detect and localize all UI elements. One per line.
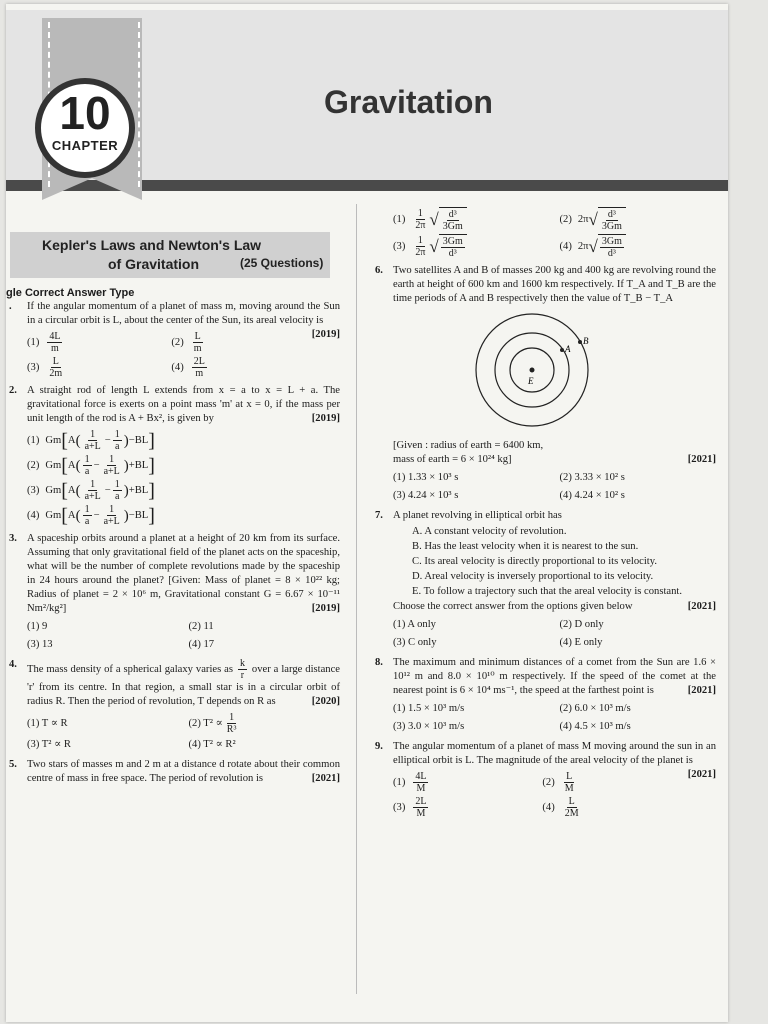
fraction	[600, 209, 624, 232]
numerator: k	[239, 658, 245, 669]
square-root: √ $\frac{3Gm}{\text{d³}}$	[429, 234, 466, 259]
question-9	[376, 740, 716, 819]
numerator: 1	[114, 479, 120, 490]
instruction-text: Choose the correct answer from the options given below	[393, 601, 633, 612]
question-7	[376, 509, 716, 651]
option-2	[542, 771, 681, 794]
label-a: A	[565, 344, 571, 354]
year-tag: [2019]	[311, 413, 340, 424]
question-number: 4.	[9, 659, 17, 670]
fraction	[83, 454, 92, 477]
question-text: The maximum and minimum distances of a comet from the Sun are 1.6 × 10¹² m and 8.0 × 10¹⁰ m respectively. If the speed of the comet at the nearest point is 6 × 10⁴ ms⁻¹, the speed at the farthest point is	[393, 657, 716, 696]
option-4: (4) E only	[559, 637, 603, 648]
section-heading	[10, 232, 330, 278]
denominator: d³	[448, 248, 457, 259]
denominator: m	[195, 368, 204, 379]
denominator: R³	[226, 724, 237, 735]
question-5	[10, 758, 340, 786]
label-b: B	[583, 336, 589, 346]
year-tag: [2021]	[311, 773, 340, 784]
denominator: a	[115, 441, 120, 452]
year-tag: [2020]	[311, 696, 340, 707]
question-8	[376, 656, 716, 735]
satellite-a-dot	[560, 348, 564, 352]
option-3	[27, 356, 161, 379]
option-1: (1) A only	[393, 619, 436, 630]
denominator: r	[240, 670, 245, 681]
numerator: 1	[90, 479, 96, 490]
question-text: A spaceship orbits around a planet at a height of 20 km from its surface. Assuming that only gravitational field of the planet acts on the spaceship, what will be the number of complete revolutions made by the spaceship in 24 hours around the planet? [Given: Mass of planet = 8 × 10²² kg; Radius of planet = 2 × 10⁶ m, Gravitational constant G = 6.67 × 10⁻¹¹ Nm²/kg²]	[27, 533, 340, 614]
denominator: M	[564, 783, 574, 794]
question-1	[10, 300, 340, 379]
fraction	[83, 504, 92, 527]
question-text: A straight rod of length L extends from x = a to x = L + a. The gravitational force is exerts on a point mass 'm' at x = 0, if the mass per unit length of the rod is A + Bx², is given by	[27, 385, 340, 424]
option-number: (4)	[171, 361, 184, 373]
right-column	[376, 204, 716, 824]
numerator: 3Gm	[442, 236, 463, 247]
option-3: (3) 13	[27, 639, 53, 650]
tail-term: −BL	[128, 434, 149, 446]
numerator: 4L	[49, 331, 61, 342]
coefficient: Gm	[45, 509, 62, 521]
option-number: (4)	[559, 240, 572, 252]
option-2	[189, 712, 341, 735]
fraction	[113, 479, 122, 502]
numerator: L	[566, 771, 573, 782]
option-1: (1) 1.5 × 10³ m/s	[393, 703, 465, 714]
chapter-number: 10	[59, 87, 111, 139]
numerator: 1	[417, 235, 423, 246]
question-number: .	[9, 301, 12, 312]
question-number: 8.	[375, 657, 383, 668]
option-1: (1) 9	[27, 621, 48, 632]
option-number: (1)	[393, 776, 406, 788]
fraction	[441, 236, 465, 259]
question-5-options	[376, 207, 716, 259]
fraction	[413, 235, 427, 258]
option-number: (2)	[542, 776, 555, 788]
option-number: (3)	[393, 801, 406, 813]
fraction	[47, 356, 64, 379]
year-tag: [2019]	[311, 603, 340, 614]
option-3: (3) Gm [ A ( $\frac{1}{a+L}$ − $\frac{1}{a}$ ) +BL ]	[27, 479, 155, 502]
option-3: (3) C only	[393, 637, 437, 648]
question-3	[10, 532, 340, 653]
question-text-part2: over a large distance 'r' from its centre. In that region, a small star is in a circular orbit of radius R. Then the period of revolution, T depends on R as	[27, 663, 340, 707]
option-number: (3)	[27, 361, 40, 373]
square-root: √ $\frac{\text{d³}}{3Gm}$	[429, 207, 466, 232]
option-3: (3) T² ∝ R	[27, 739, 71, 750]
denominator: 3Gm	[442, 221, 463, 232]
tail-term: +BL	[128, 459, 149, 471]
option-3: (3) 4.24 × 10³ s	[393, 490, 459, 501]
option-2: (2) 11	[188, 621, 214, 632]
fraction	[83, 479, 103, 502]
denominator: d³	[607, 248, 616, 259]
question-text-part1: The mass density of a spherical galaxy varies as	[27, 663, 233, 675]
fraction	[413, 208, 427, 231]
numerator: d³	[448, 209, 457, 220]
option-prefix: (2) T² ∝	[188, 717, 223, 729]
option-1: (1) Gm [ A ( $\frac{1}{a+L}$ − $\frac{1}{a}$ ) −BL ]	[27, 429, 155, 452]
denominator: 2π	[415, 247, 426, 258]
question-number: 2.	[9, 385, 17, 396]
fraction	[47, 331, 62, 354]
option-4	[542, 796, 681, 819]
option-1	[393, 771, 532, 794]
section-title-line2: of Gravitation	[108, 256, 200, 272]
option-1	[393, 207, 550, 232]
option-number: (1)	[27, 336, 40, 348]
coefficient: Gm	[45, 459, 62, 471]
square-root: √ $\frac{3Gm}{\text{d³}}$	[589, 234, 626, 259]
denominator: 3Gm	[601, 221, 622, 232]
fraction	[563, 771, 576, 794]
fraction	[600, 236, 624, 259]
denominator: a	[84, 466, 90, 477]
numerator: 1	[90, 429, 96, 440]
option-2: (2) 6.0 × 10³ m/s	[559, 703, 631, 714]
fraction	[102, 504, 122, 527]
given-line1: [Given : radius of earth = 6400 km,	[393, 440, 544, 451]
option-2: (2) D only	[559, 619, 604, 630]
option-3	[393, 234, 550, 259]
statement-e: E. To follow a trajectory such that the areal velocity is constant.	[412, 586, 683, 597]
coefficient: 2π	[577, 213, 589, 225]
earth-center-dot	[530, 368, 535, 373]
numerator: 1	[114, 429, 120, 440]
year-tag: [2021]	[687, 601, 716, 612]
question-number: 9.	[375, 741, 383, 752]
question-number: 3.	[9, 533, 17, 544]
numerator: L	[52, 356, 59, 367]
option-number: (4)	[27, 509, 40, 521]
option-4	[171, 356, 305, 379]
numerator: 2L	[193, 356, 205, 367]
coefficient: 2π	[577, 240, 589, 252]
fraction	[225, 712, 239, 735]
option-number: (2)	[27, 459, 40, 471]
numerator: 3Gm	[601, 236, 622, 247]
tail-term: +BL	[128, 484, 149, 496]
numerator: L	[194, 331, 201, 342]
question-2	[10, 384, 340, 527]
denominator: m	[193, 343, 202, 354]
numerator: 1	[109, 454, 115, 465]
option-number: (1)	[27, 434, 40, 446]
denominator: a+L	[84, 491, 101, 502]
book-page	[6, 4, 728, 1022]
denominator: a+L	[103, 516, 120, 527]
statement-list	[412, 525, 716, 599]
label-e: E	[528, 376, 534, 386]
option-4: (4) 17	[188, 639, 215, 650]
option-2: (2) 3.33 × 10² s	[559, 472, 625, 483]
fraction	[102, 454, 122, 477]
year-tag: [2021]	[687, 769, 716, 780]
option-4: (4) T² ∝ R²	[188, 739, 236, 750]
question-text: Two stars of masses m and 2 m at a distance d rotate about their common centre of mass in free space. The period of revolution is	[27, 759, 340, 784]
option-4: (4) 4.5 × 10³ m/s	[559, 721, 631, 732]
fraction	[441, 209, 465, 232]
fraction	[563, 796, 581, 819]
question-number: 6.	[375, 265, 383, 276]
numerator: 1	[229, 712, 235, 723]
denominator: a+L	[103, 466, 120, 477]
fraction	[83, 429, 103, 452]
given-line2: mass of earth = 6 × 10²⁴ kg]	[393, 454, 512, 465]
option-1	[27, 331, 161, 354]
fraction	[192, 331, 204, 354]
chapter-label: CHAPTER	[51, 138, 119, 153]
section-title-line1: Kepler's Laws and Newton's Law	[42, 237, 262, 253]
option-number: (2)	[171, 336, 184, 348]
coefficient: Gm	[45, 434, 62, 446]
option-2: (2) Gm [ A ( $\frac{1}{a}$ − $\frac{1}{a+L}$ ) +BL ]	[27, 454, 155, 477]
option-number: (2)	[559, 213, 572, 225]
chapter-badge	[35, 78, 135, 178]
option-2	[560, 207, 717, 232]
satellite-orbit-diagram	[472, 310, 622, 430]
option-2	[171, 331, 305, 354]
fraction	[413, 771, 428, 794]
denominator: 2M	[564, 808, 579, 819]
option-3	[393, 796, 532, 819]
denominator: m	[51, 343, 59, 354]
denominator: a	[115, 491, 120, 502]
satellite-b-dot	[578, 340, 582, 344]
numerator: 2L	[415, 796, 427, 807]
question-number: 7.	[375, 510, 383, 521]
denominator: 2π	[415, 220, 426, 231]
statement-a: A. A constant velocity of revolution.	[412, 526, 567, 537]
numerator: 1	[417, 208, 423, 219]
question-text: A planet revolving in elliptical orbit has	[393, 510, 562, 521]
fraction	[192, 356, 207, 379]
option-4	[560, 234, 717, 259]
denominator: 2m	[49, 368, 63, 379]
section-question-count: (25 Questions)	[240, 256, 324, 270]
option-4: (4) Gm [ A ( $\frac{1}{a}$ − $\frac{1}{a+L}$ ) −BL ]	[27, 504, 155, 527]
column-divider	[356, 204, 357, 994]
numerator: d³	[607, 209, 616, 220]
question-text: If the angular momentum of a planet of mass m, moving around the Sun in a circular orbit is L, about the center of the Sun, its areal velocity is	[27, 301, 340, 326]
year-tag: [2019]	[311, 329, 340, 340]
question-type-subheading: gle Correct Answer Type	[6, 287, 135, 299]
question-4	[10, 658, 340, 753]
denominator: a	[84, 516, 90, 527]
option-3: (3) 3.0 × 10³ m/s	[393, 721, 465, 732]
numerator: 1	[109, 504, 115, 515]
denominator: M	[416, 808, 426, 819]
question-number: 5.	[9, 759, 17, 770]
option-number: (3)	[393, 240, 406, 252]
tail-term: −BL	[128, 509, 149, 521]
fraction	[113, 429, 122, 452]
option-1: (1) 1.33 × 10³ s	[393, 472, 459, 483]
question-text: Two satellites A and B of masses 200 kg and 400 kg are revolving round the earth at height of 600 km and 1600 km respectively. If T_A and T_B are the time periods of A and B respectively then the value of T_B − T_A	[393, 265, 716, 304]
numerator: 4L	[415, 771, 427, 782]
fraction	[413, 796, 428, 819]
fraction	[238, 658, 247, 681]
statement-c: C. Its areal velocity is directly proportional to its velocity.	[412, 556, 657, 567]
chapter-title: Gravitation	[324, 84, 493, 120]
numerator: 1	[84, 504, 90, 515]
left-column	[10, 300, 340, 791]
question-text: The angular momentum of a planet of mass M moving around the sun in an elliptical orbit is L. The magnitude of the areal velocity of the planet is	[393, 741, 716, 766]
option-number: (3)	[27, 484, 40, 496]
numerator: L	[568, 796, 575, 807]
statement-d: D. Areal velocity is inversely proportional to its velocity.	[412, 571, 654, 582]
option-4: (4) 4.24 × 10² s	[559, 490, 625, 501]
option-1: (1) T ∝ R	[27, 717, 68, 729]
coefficient: Gm	[45, 484, 62, 496]
option-number: (1)	[393, 213, 406, 225]
denominator: M	[416, 783, 426, 794]
statement-b: B. Has the least velocity when it is nearest to the sun.	[412, 541, 639, 552]
year-tag: [2021]	[687, 685, 716, 696]
square-root: √ $\frac{\text{d³}}{3Gm}$	[589, 207, 626, 232]
year-tag: [2021]	[687, 454, 716, 465]
numerator: 1	[84, 454, 90, 465]
question-6	[376, 264, 716, 504]
option-number: (4)	[542, 801, 555, 813]
denominator: a+L	[84, 441, 101, 452]
